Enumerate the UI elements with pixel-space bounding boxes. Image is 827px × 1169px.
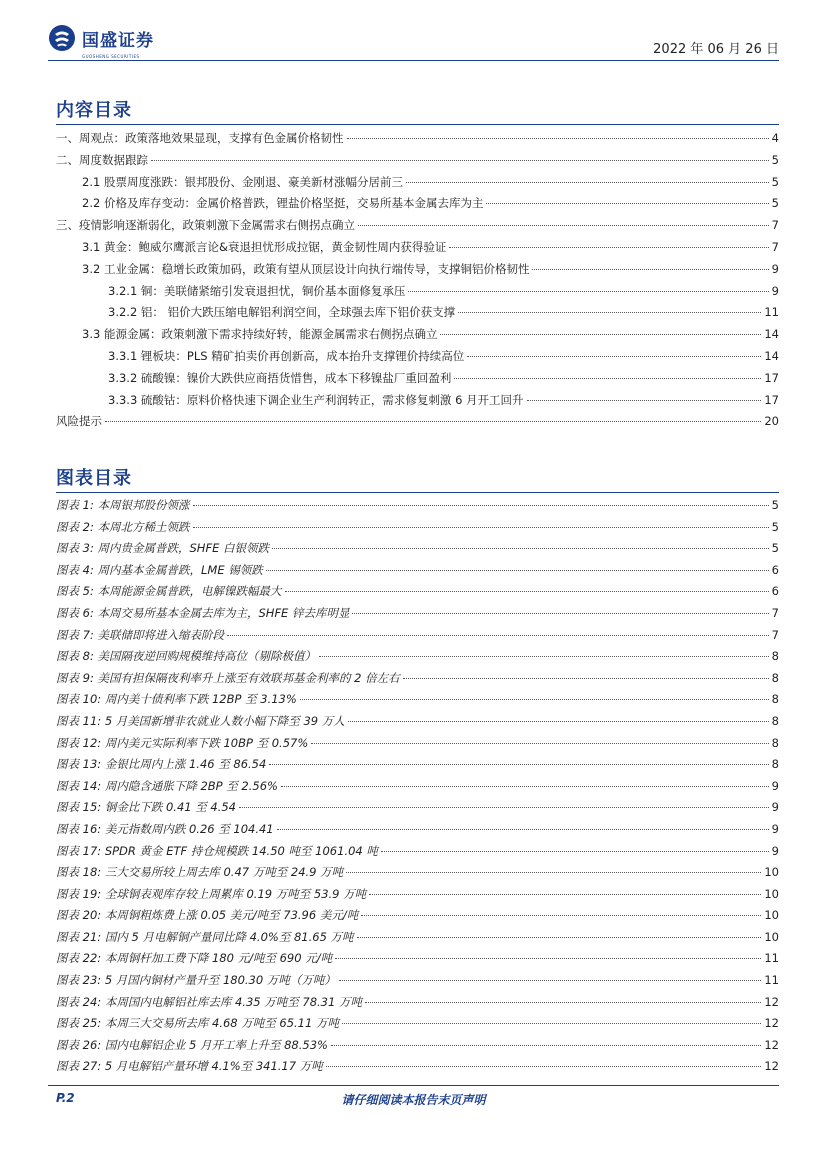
figure-entry-label: 图表 4: 周内基本金属普跌，LME 锡领跌	[56, 562, 263, 577]
figure-entry[interactable]	[56, 648, 779, 670]
figure-entry-page: 9	[771, 800, 779, 815]
figures-title: 图表目录	[56, 468, 132, 489]
figure-entry-label: 图表 5: 本周能源金属普跌，电解镍跌幅最大	[56, 584, 282, 599]
toc-entry[interactable]	[56, 326, 779, 348]
dot-leader	[272, 548, 769, 549]
dot-leader	[527, 400, 762, 401]
dot-leader	[532, 269, 768, 270]
figure-entry[interactable]	[56, 1037, 779, 1059]
toc-entry-label: 3.1 黄金：鲍威尔鹰派言论&衰退担忧形成拉锯，黄金韧性周内获得验证	[82, 239, 447, 254]
disclaimer-note: 请仔细阅读本报告末页声明	[341, 1093, 486, 1107]
figure-entry-label: 图表 7: 美联储即将进入缩表阶段	[56, 627, 225, 642]
logo-subtext: GUOSHENG SECURITIES	[82, 54, 140, 59]
dot-leader	[319, 656, 769, 657]
dot-leader	[369, 894, 761, 895]
figure-entry[interactable]	[56, 929, 779, 951]
figure-entry-page: 10	[764, 865, 779, 880]
toc-entry-label: 一、周观点：政策落地效果显现，支撑有色金属价格韧性	[56, 131, 344, 145]
footer-divider	[48, 1085, 779, 1086]
logo-icon	[48, 24, 76, 52]
toc-entry-label: 3.2 工业金属：稳增长政策加码，政策有望从顶层设计向执行端传导，支撑铜铝价格韧性	[82, 261, 530, 276]
toc-entry-page: 9	[771, 283, 779, 298]
figure-entry[interactable]	[56, 1015, 779, 1037]
page-number: P.2	[56, 1091, 75, 1105]
figure-entry[interactable]	[56, 864, 779, 886]
figure-entry-label: 图表 25: 本周三大交易所去库 4.68 万吨至 65.11 万吨	[56, 1016, 339, 1031]
toc-entry-page: 11	[764, 305, 779, 320]
toc-entry-label: 2.1 股票周度涨跌：银邦股份、金刚退、豪美新材涨幅分居前三	[82, 174, 403, 189]
toc-entry[interactable]	[56, 174, 779, 196]
figure-entry-label: 图表 21: 国内 5 月电解铜产量同比降 4.0%至 81.65 万吨	[56, 929, 354, 944]
toc-entry[interactable]	[56, 261, 779, 283]
dot-leader	[311, 743, 768, 744]
toc-entry-label: 风险提示	[56, 414, 102, 429]
dot-leader	[361, 915, 761, 916]
dot-leader	[406, 182, 769, 183]
figure-entry-page: 8	[771, 692, 779, 707]
figure-entry[interactable]	[56, 950, 779, 972]
toc-entry-label: 3.2.1 铜：美联储紧缩引发衰退担忧，铜价基本面修复承压	[108, 283, 406, 298]
figure-entry-label: 图表 6: 本周交易所基本金属去库为主，SHFE 锌去库明显	[56, 605, 350, 620]
dot-leader	[266, 570, 769, 571]
figure-entry-label: 图表 23: 5 月国内铜材产量升至 180.30 万吨（万吨）	[56, 973, 336, 988]
figure-entry[interactable]	[56, 605, 779, 627]
dot-leader	[342, 1023, 761, 1024]
figure-entry-label: 图表 27: 5 月电解铝产量环增 4.1%至 341.17 万吨	[56, 1059, 323, 1074]
dot-leader	[358, 225, 769, 226]
figure-entry[interactable]	[56, 691, 779, 713]
figure-entry-page: 6	[771, 584, 779, 599]
dot-leader	[281, 786, 769, 787]
toc-entry-label: 3.3.3 硫酸钴：原料价格快速下调企业生产利润转正，需求修复刺激 6 月开工回升	[108, 392, 524, 407]
logo-text: 国盛证券	[82, 30, 154, 51]
toc-entry[interactable]	[56, 195, 779, 217]
figure-entry-page: 10	[764, 929, 779, 944]
figure-entry[interactable]	[56, 519, 779, 541]
figure-entry-label: 图表 13: 金银比周内上涨 1.46 至 86.54	[56, 757, 267, 772]
toc-entry[interactable]	[56, 348, 779, 370]
figure-entry-page: 12	[764, 994, 779, 1009]
dot-leader	[300, 699, 769, 700]
figure-entry[interactable]	[56, 713, 779, 735]
report-date: 2022 年 06 月 26 日	[653, 42, 779, 57]
figure-entry[interactable]	[56, 497, 779, 519]
figure-entry-page: 5	[771, 498, 779, 512]
toc-entry-page: 5	[771, 174, 779, 189]
figure-entry-page: 12	[764, 1037, 779, 1052]
toc-entry-page: 7	[771, 218, 779, 233]
figure-entry-label: 图表 15: 铜金比下跌 0.41 至 4.54	[56, 800, 236, 815]
toc-entry-label: 二、周度数据跟踪	[56, 152, 148, 167]
figure-entry-page: 11	[764, 951, 779, 966]
figure-entry[interactable]	[56, 994, 779, 1016]
figure-entry-page: 10	[764, 886, 779, 901]
dot-leader	[348, 721, 769, 722]
toc-title: 内容目录	[56, 100, 132, 121]
figure-entry-label: 图表 11: 5 月美国新增非农就业人数小幅下降至 39 万人	[56, 713, 345, 728]
figure-entry[interactable]	[56, 1058, 779, 1080]
dot-leader	[458, 312, 761, 313]
header-divider	[48, 60, 779, 61]
dot-leader	[335, 958, 761, 959]
toc-entry-page: 9	[771, 261, 779, 276]
figure-entry[interactable]	[56, 735, 779, 757]
figure-entry[interactable]	[56, 843, 779, 865]
figure-entry-label: 图表 16: 美元指数周内跌 0.26 至 104.41	[56, 821, 274, 836]
dot-leader	[339, 980, 762, 981]
toc-entry[interactable]	[56, 413, 779, 435]
figure-entry-label: 图表 8: 美国隔夜逆回购规模维持高位（剔除极值）	[56, 649, 316, 664]
toc-entry-label: 3.2.2 铝： 铝价大跌压缩电解铝利润空间，全球强去库下铝价获支撑	[108, 305, 456, 320]
toc-entry-page: 14	[764, 348, 779, 363]
dot-leader	[357, 937, 762, 938]
figure-entry[interactable]	[56, 907, 779, 929]
figure-entry[interactable]	[56, 778, 779, 800]
dot-leader	[346, 872, 761, 873]
figure-entry[interactable]	[56, 540, 779, 562]
figure-entry-page: 12	[764, 1016, 779, 1031]
toc-entry[interactable]	[56, 217, 779, 239]
figure-entry-label: 图表 12: 周内美元实际利率下跌 10BP 至 0.57%	[56, 735, 309, 750]
figure-entry-label: 图表 22: 本周铜杆加工费下降 180 元/吨至 690 元/吨	[56, 951, 333, 966]
dot-leader	[331, 1045, 761, 1046]
figures-divider	[56, 492, 779, 493]
toc-entry-page: 7	[771, 239, 779, 254]
toc-entry-page: 4	[771, 131, 779, 145]
figure-entry[interactable]	[56, 886, 779, 908]
toc-entry[interactable]	[56, 304, 779, 326]
figure-entry-page: 8	[771, 713, 779, 728]
figure-entry-page: 8	[771, 670, 779, 685]
figure-entry-label: 图表 26: 国内电解铝企业 5 月开工率上升至 88.53%	[56, 1037, 328, 1052]
figure-entry-label: 图表 10: 周内美十债利率下跌 12BP 至 3.13%	[56, 692, 297, 707]
dot-leader	[239, 807, 769, 808]
figure-entry-label: 图表 1: 本周银邦股份领涨	[56, 498, 190, 512]
figure-entry-page: 11	[764, 973, 779, 988]
figure-entry-page: 8	[771, 735, 779, 750]
dot-leader	[381, 851, 769, 852]
figure-entry-label: 图表 9: 美国有担保隔夜利率升上涨至有效联邦基金利率的 2 倍左右	[56, 670, 400, 685]
toc-entry-page: 17	[764, 392, 779, 407]
dot-leader	[440, 334, 761, 335]
figure-entry-page: 9	[771, 778, 779, 793]
dot-leader	[403, 678, 769, 679]
toc-entry-label: 3.3.1 锂板块：PLS 精矿拍卖价再创新高，成本抬升支撑锂价持续高位	[108, 348, 465, 363]
dot-leader	[193, 527, 769, 528]
toc-divider	[56, 124, 779, 125]
figure-entry-page: 12	[764, 1059, 779, 1074]
dot-leader	[326, 1066, 762, 1067]
figure-entry-label: 图表 17: SPDR 黄金 ETF 持仓规模跌 14.50 吨至 1061.04 吨	[56, 843, 378, 858]
figure-entry-page: 5	[771, 519, 779, 534]
toc-entry-label: 3.3 能源金属：政策刺激下需求持续好转，能源金属需求右侧拐点确立	[82, 327, 438, 342]
figure-entry[interactable]	[56, 972, 779, 994]
figure-entry[interactable]	[56, 670, 779, 692]
dot-leader	[151, 160, 769, 161]
table-of-contents	[56, 130, 779, 435]
figure-list	[56, 497, 779, 1080]
dot-leader	[347, 138, 769, 139]
figure-entry[interactable]	[56, 799, 779, 821]
figure-entry-page: 9	[771, 821, 779, 836]
figure-entry-page: 8	[771, 757, 779, 772]
company-logo	[48, 24, 154, 59]
figure-entry-page: 5	[771, 541, 779, 556]
figure-entry-page: 8	[771, 649, 779, 664]
figure-entry-page: 9	[771, 843, 779, 858]
figure-entry-label: 图表 20: 本周铜粗炼费上涨 0.05 美元/吨至 73.96 美元/吨	[56, 908, 359, 923]
toc-entry-page: 20	[764, 414, 779, 429]
figure-entry-page: 7	[771, 627, 779, 642]
dot-leader	[105, 421, 761, 422]
dot-leader	[269, 764, 768, 765]
dot-leader	[486, 203, 768, 204]
dot-leader	[408, 291, 768, 292]
toc-entry[interactable]	[56, 392, 779, 414]
figure-entry-label: 图表 3: 周内贵金属普跌，SHFE 白银领跌	[56, 541, 269, 556]
figure-entry-label: 图表 24: 本周国内电解铝社库去库 4.35 万吨至 78.31 万吨	[56, 994, 362, 1009]
toc-entry-page: 5	[771, 196, 779, 211]
dot-leader	[227, 635, 769, 636]
toc-entry-page: 14	[764, 327, 779, 342]
dot-leader	[352, 613, 768, 614]
toc-entry[interactable]	[56, 283, 779, 305]
dot-leader	[277, 829, 769, 830]
toc-entry[interactable]	[56, 370, 779, 392]
figure-entry-page: 6	[771, 562, 779, 577]
dot-leader	[449, 247, 768, 248]
toc-entry[interactable]	[56, 130, 779, 152]
figure-entry[interactable]	[56, 756, 779, 778]
figure-entry-page: 7	[771, 605, 779, 620]
toc-entry-label: 3.3.2 硫酸镍：镍价大跌供应商捂货惜售，成本下移镍盐厂重回盈利	[108, 370, 452, 385]
dot-leader	[365, 1002, 761, 1003]
figure-entry-page: 10	[764, 908, 779, 923]
figure-entry[interactable]	[56, 583, 779, 605]
figure-entry[interactable]	[56, 562, 779, 584]
toc-entry[interactable]	[56, 152, 779, 174]
dot-leader	[467, 356, 761, 357]
page-header	[0, 0, 827, 60]
toc-entry-page: 5	[771, 152, 779, 167]
toc-entry-label: 2.2 价格及库存变动：金属价格普跌，锂盐价格坚挺，交易所基本金属去库为主	[82, 196, 484, 211]
toc-entry-label: 三、疫情影响逐渐弱化，政策刺激下金属需求右侧拐点确立	[56, 218, 355, 233]
dot-leader	[285, 591, 769, 592]
toc-entry-page: 17	[764, 370, 779, 385]
figure-entry-label: 图表 14: 周内隐含通胀下降 2BP 至 2.56%	[56, 778, 278, 793]
toc-entry[interactable]	[56, 239, 779, 261]
figure-entry-label: 图表 18: 三大交易所较上周去库 0.47 万吨至 24.9 万吨	[56, 865, 344, 880]
dot-leader	[454, 378, 761, 379]
figure-entry-label: 图表 2: 本周北方稀土领跌	[56, 519, 190, 534]
figure-entry[interactable]	[56, 821, 779, 843]
figure-entry[interactable]	[56, 627, 779, 649]
dot-leader	[193, 505, 769, 506]
figure-entry-label: 图表 19: 全球铜表观库存较上周累库 0.19 万吨至 53.9 万吨	[56, 886, 367, 901]
